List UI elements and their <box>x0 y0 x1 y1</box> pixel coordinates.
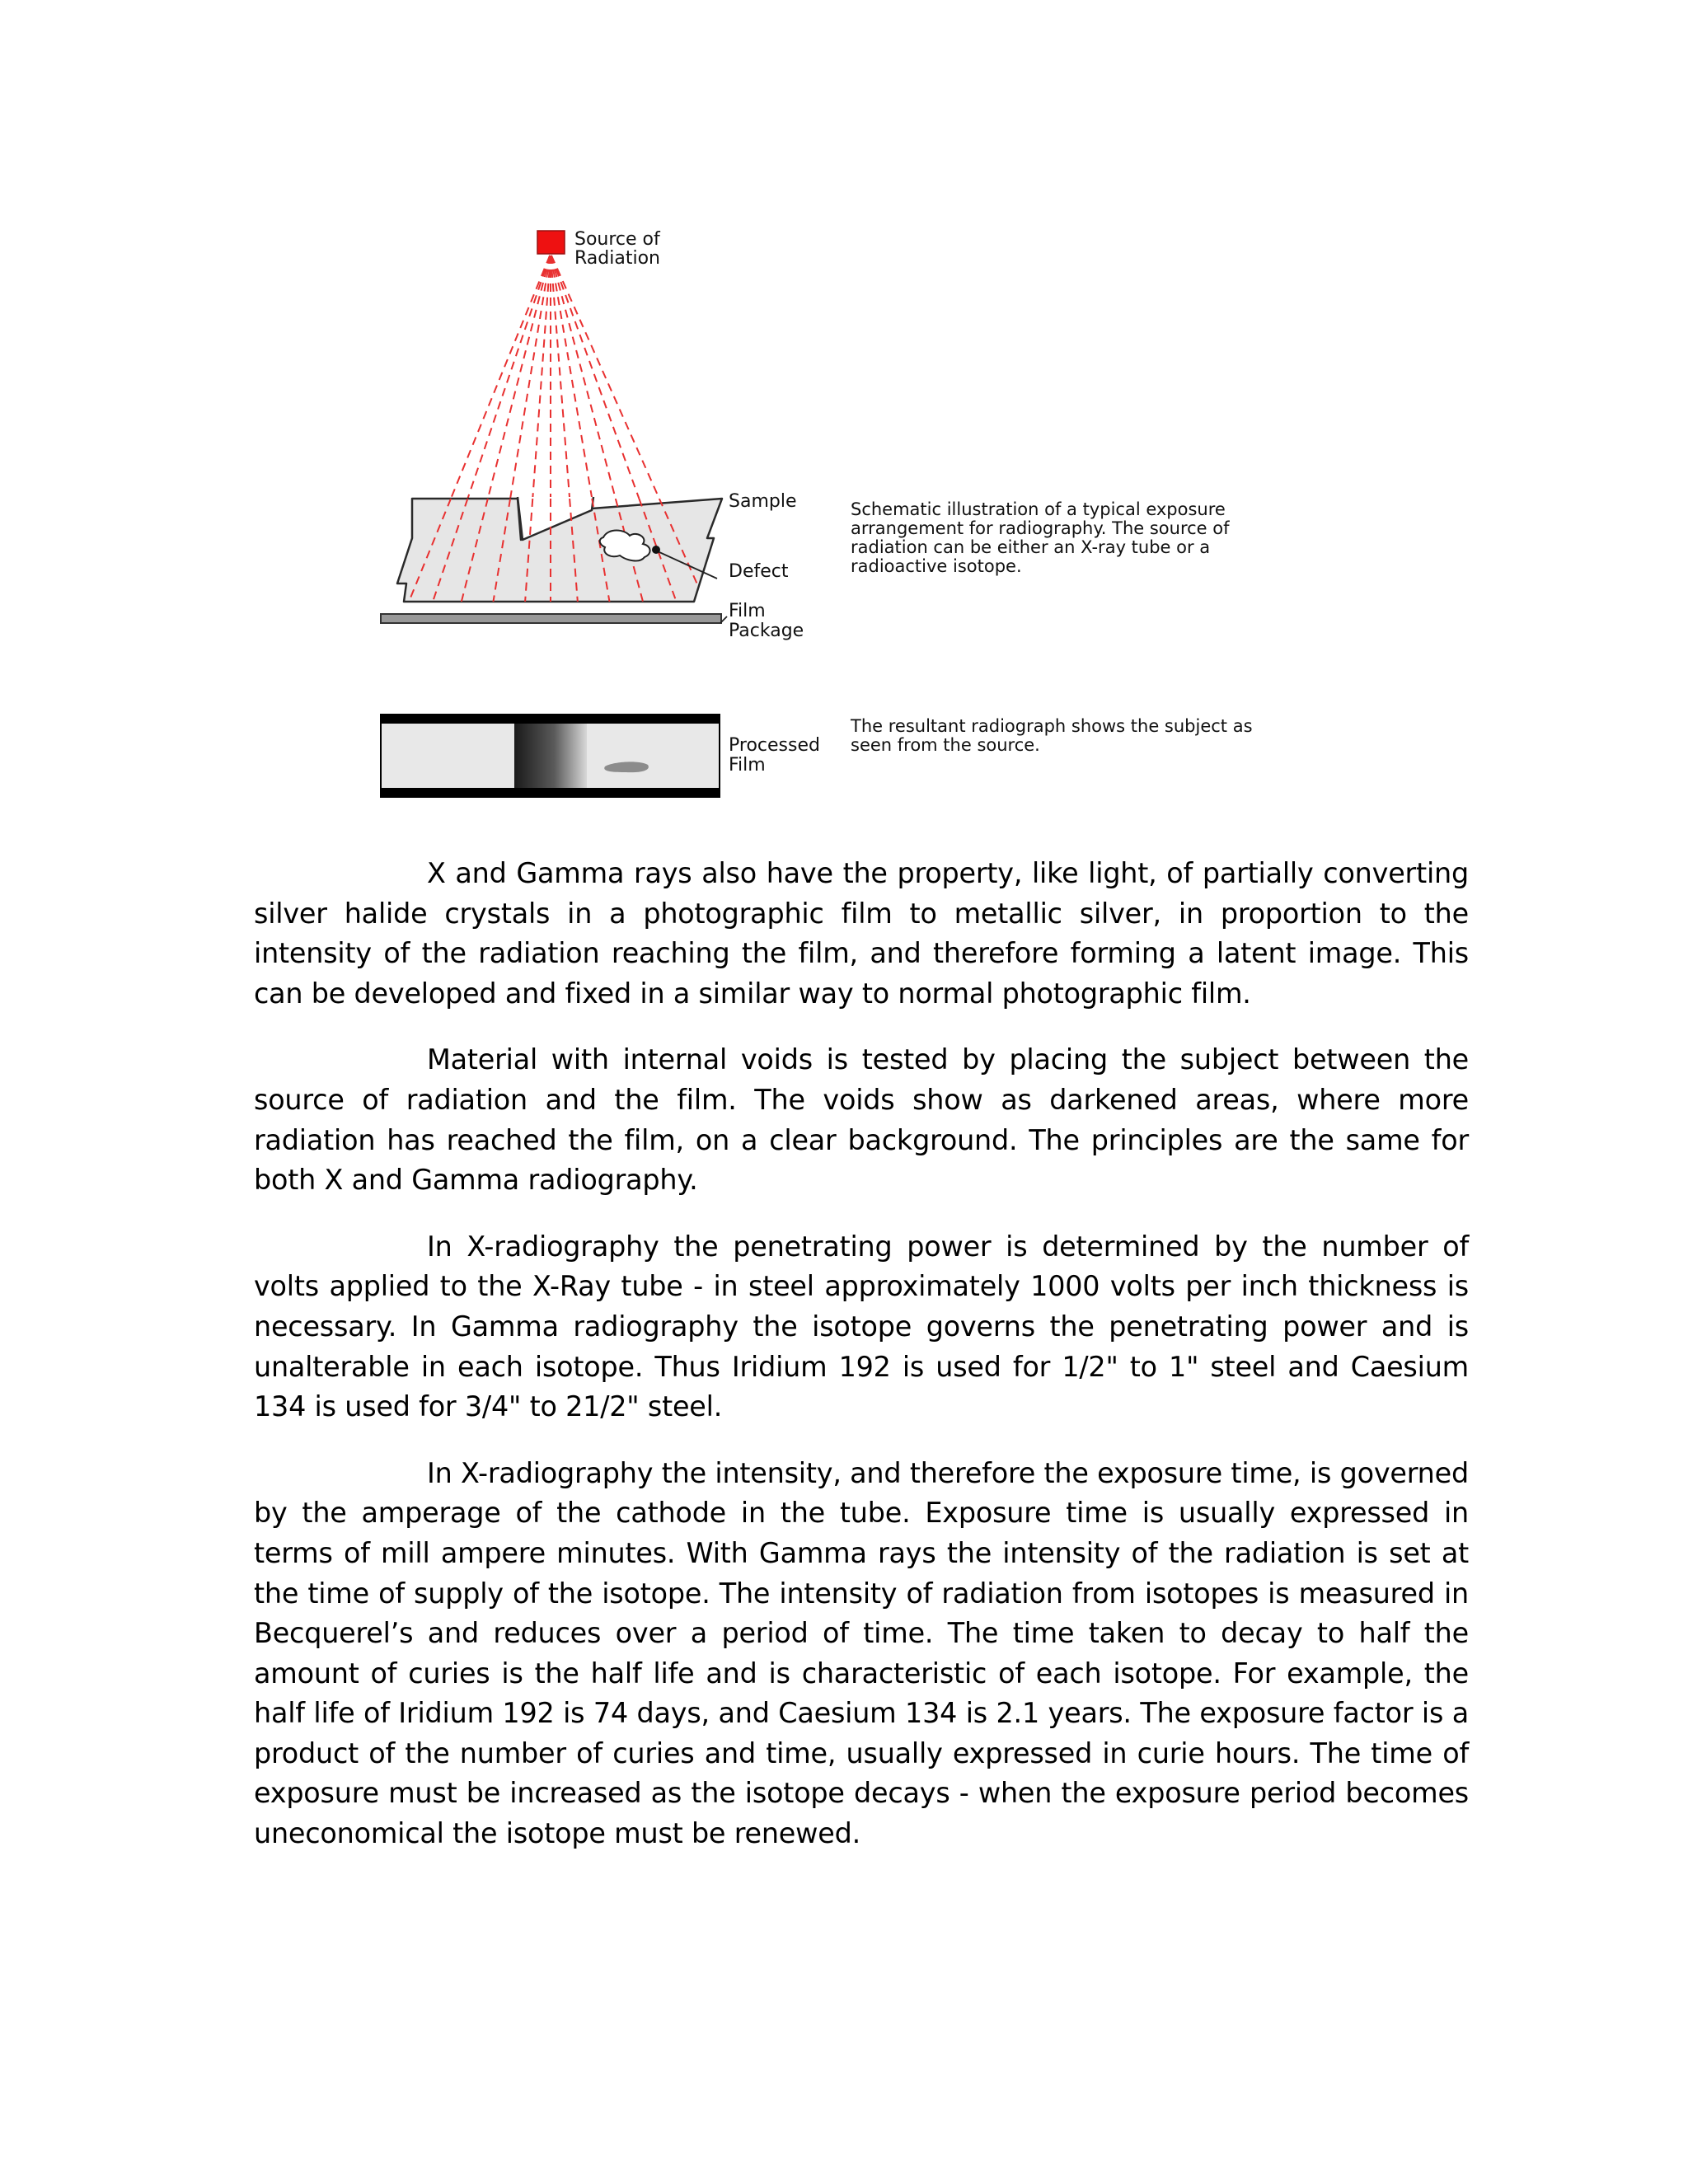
ray-upper-3 <box>510 255 551 499</box>
ray-upper-6 <box>551 255 570 499</box>
label-film-package-line2: Package <box>729 621 804 641</box>
label-source-line2: Radiation <box>574 248 660 269</box>
label-processed-film-line2: Film <box>729 755 766 776</box>
paragraph-penetrating-power: In X-radiography the penetrating power is determined by the number of volts applied to the X-Ray tube - in steel approximately 1000 volts per inch thickness is necessary. In Gamma radiography the isotope governs the penetrating power and is unalterable in each isotope. Thus Iridium 192 is used for 1/2" to 1" steel and Caesium 134 is used for 3/4" to 21/2" steel. <box>254 1230 1469 1423</box>
label-sample: Sample <box>729 491 797 512</box>
ray-upper-7 <box>551 255 592 499</box>
paragraph-film-conversion: X and Gamma rays also have the property, like light, of partially converting silver halide crystals in a photographic film to metallic silver, in proportion to the intensity of the radiation reaching the film, and therefore forming a latent image. This can be developed and fixed in a similar way to normal photographic film. <box>254 857 1469 1010</box>
ray-upper-0 <box>451 255 550 499</box>
ray-upper-2 <box>488 255 551 499</box>
caption1-line1: Schematic illustration of a typical exposure <box>851 499 1226 519</box>
radiation-source <box>537 231 565 254</box>
label-film-package-line1: Film <box>729 601 766 621</box>
caption1-line4: radioactive isotope. <box>851 556 1022 576</box>
ray-upper-4 <box>532 255 551 499</box>
processed-film <box>380 714 720 798</box>
caption1-line2: arrangement for radiography. The source of <box>851 518 1230 538</box>
label-processed-film-line1: Processed <box>729 735 820 756</box>
radiation-rays <box>451 255 659 499</box>
label-defect: Defect <box>729 561 789 582</box>
paragraph-exposure-intensity: In X-radiography the intensity, and therefore the exposure time, is governed by the amperage of the cathode in the tube. Exposure time is usually expressed in terms of mill ampere minutes. With Gamma rays the intensity of the radiation is set at the time of supply of the isotope. The intensity of radiation from isotopes is measured in Becquerel’s and reduces over a period of time. The time taken to decay to half the amount of curies is the half life and is characteristic of each isotope. For example, the half life of Iridium 192 is 74 days, and Caesium 134 is 2.1 years. The exposure factor is a product of the number of curies and time, usually expressed in curie hours. The time of exposure must be increased as the isotope decays - when the exposure period becomes uneconomical the isotope must be renewed. <box>254 1456 1469 1850</box>
label-source-line1: Source of <box>574 229 660 250</box>
document-body <box>254 854 1469 1881</box>
radiography-schematic-figure <box>0 0 1688 832</box>
ray-upper-9 <box>551 255 640 499</box>
caption2-line1: The resultant radiograph shows the subject as <box>851 716 1253 736</box>
defect-marker <box>652 546 660 554</box>
paragraph-internal-voids: Material with internal voids is tested by placing the subject between the source of radiation and the film. The voids show as darkened areas, where more radiation has reached the film, on a clear background. The principles are the same for both X and Gamma radiography. <box>254 1043 1469 1197</box>
ray-upper-1 <box>467 255 550 499</box>
film-package <box>381 614 721 623</box>
caption2-line2: seen from the source. <box>851 735 1040 755</box>
caption1-line3: radiation can be either an X-ray tube or a <box>851 537 1211 557</box>
